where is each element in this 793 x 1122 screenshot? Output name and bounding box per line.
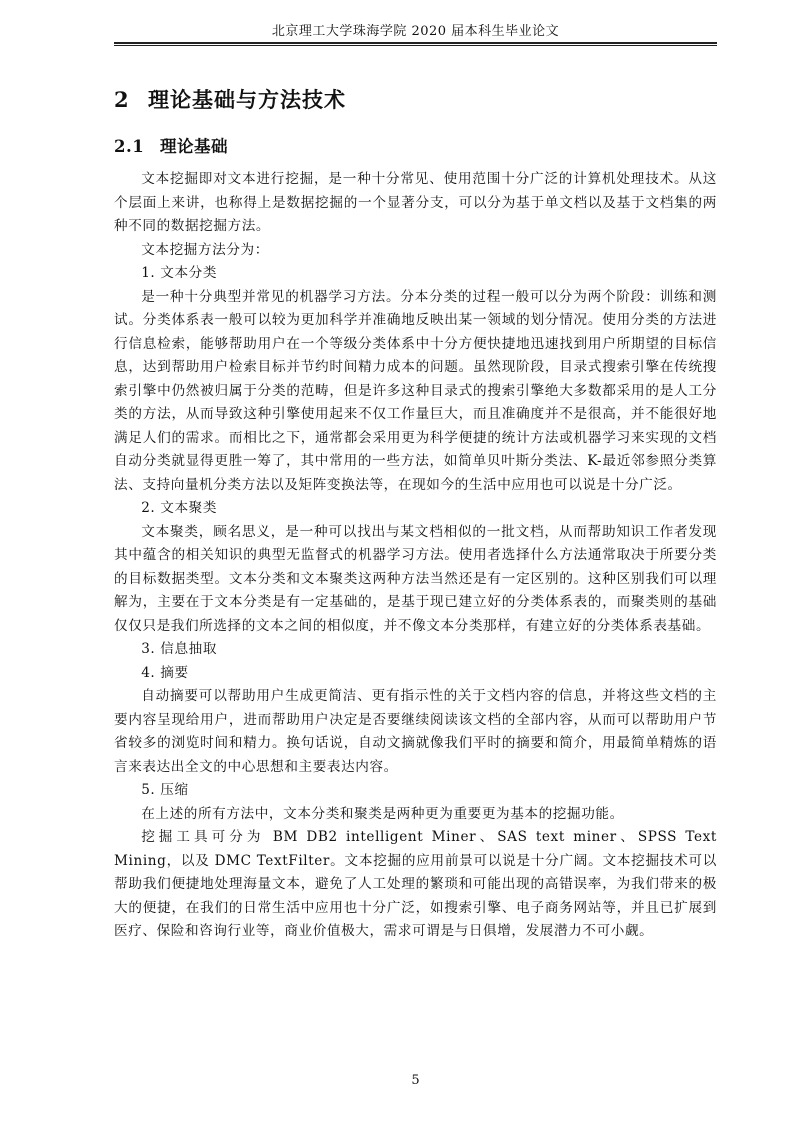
chapter-title: 理论基础与方法技术	[148, 87, 346, 112]
list-item-compression: 5. 压缩	[141, 782, 189, 798]
header-rule-thin	[114, 45, 717, 46]
paragraph-core-functions: 在上述的所有方法中，文本分类和聚类是两种更为重要更为基本的挖掘功能。	[141, 805, 624, 822]
section-number: 2.1	[114, 137, 145, 156]
chapter-heading	[114, 84, 717, 116]
page-number: 5	[411, 1073, 420, 1088]
paragraph-clustering: 文本聚类，顾名思义，是一种可以找出与某文档相似的一批文档，从而帮助知识工作者发现其中蕴含的相关知识的典型无监督式的机器学习方法。使用者选择什么方法通常取决于所要分类的目标数据类型。文本分类和文本聚类这两种方法当然还是有一定区别的。这种区别我们可以理解为，主要在于文本分类是有一定基础的，是基于现已建立好的分类体系表的，而聚类则的基础仅仅只是我们所选择的文本之间的相似度，并不像文本分类那样，有建立好的分类体系表基础。	[114, 523, 717, 634]
list-item-text-classification: 1. 文本分类	[141, 265, 218, 281]
chapter-number: 2	[114, 87, 130, 112]
list-item-text-clustering: 2. 文本聚类	[141, 500, 218, 516]
paragraph-classification: 是一种十分典型并常见的机器学习方法。分本分类的过程一般可以分为两个阶段：训练和测试。分类体系表一般可以较为更加科学并准确地反映出某一领域的划分情况。使用分类的方法进行信息检索，能够帮助用户在一个等级分类体系中十分方便快捷地迅速找到用户所期望的目标信息，达到帮助用户检索目标并节约时间精力成本的问题。虽然现阶段，目录式搜索引擎在传统搜索引擎中仍然被归属于分类的范畴，但是许多这种目录式的搜索引擎绝大多数都采用的是人工分类的方法，从而导致这种引擎使用起来不仅工作量巨大，而且准确度并不是很高，并不能很好地满足人们的需求。而相比之下，通常都会采用更为科学便捷的统计方法或机器学习来实现的文档自动分类就显得更胜一筹了，其中常用的一些方法，如简单贝叶斯分类法、K-最近邻参照分类算法、支持向量机分类方法以及矩阵变换法等，在现如今的生活中应用也可以说是十分广泛。	[114, 288, 717, 493]
header-rule	[114, 42, 717, 44]
paragraph-methods-lead: 文本挖掘方法分为：	[141, 241, 269, 258]
paragraph-summary: 自动摘要可以帮助用户生成更简洁、更有指示性的关于文档内容的信息，并将这些文档的主要内容呈现给用户，进而帮助用户决定是否要继续阅读该文档的全部内容，从而可以帮助用户节省较多的浏览时间和精力。换句话说，自动文摘就像我们平时的摘要和简介，用最简单精炼的语言来表达出全文的中心思想和主要表达内容。	[114, 688, 717, 775]
paragraph-mining-tools: 挖掘工具可分为 BM DB2 intelligent Miner、SAS text miner、SPSS Text Mining，以及 DMC TextFilter。文本挖掘的应用前景可以说是十分广阔。文本挖掘技术可以帮助我们便捷地处理海量文本，避免了人工处理的繁琐和可能出现的高错误率，为我们带来的极大的便捷，在我们的日常生活中应用也十分广泛，如搜索引擎、电子商务网站等，并且已扩展到医疗、保险和咨询行业等，商业价值极大，需求可谓是与日俱增，发展潜力不可小觑。	[114, 829, 717, 939]
list-item-summary: 4. 摘要	[141, 664, 189, 681]
section-heading	[114, 134, 717, 160]
list-item-information-extraction: 3. 信息抽取	[141, 641, 218, 657]
paragraph-intro: 文本挖掘即对文本进行挖掘，是一种十分常见、使用范围十分广泛的计算机处理技术。从这个层面上来讲，也称得上是数据挖掘的一个显著分支，可以分为基于单文档以及基于文档集的两种不同的数据挖掘方法。	[114, 171, 717, 234]
running-header: 北京理工大学珠海学院 2020 届本科生毕业论文	[271, 24, 560, 39]
section-title: 理论基础	[160, 137, 228, 156]
page-body	[114, 84, 717, 944]
